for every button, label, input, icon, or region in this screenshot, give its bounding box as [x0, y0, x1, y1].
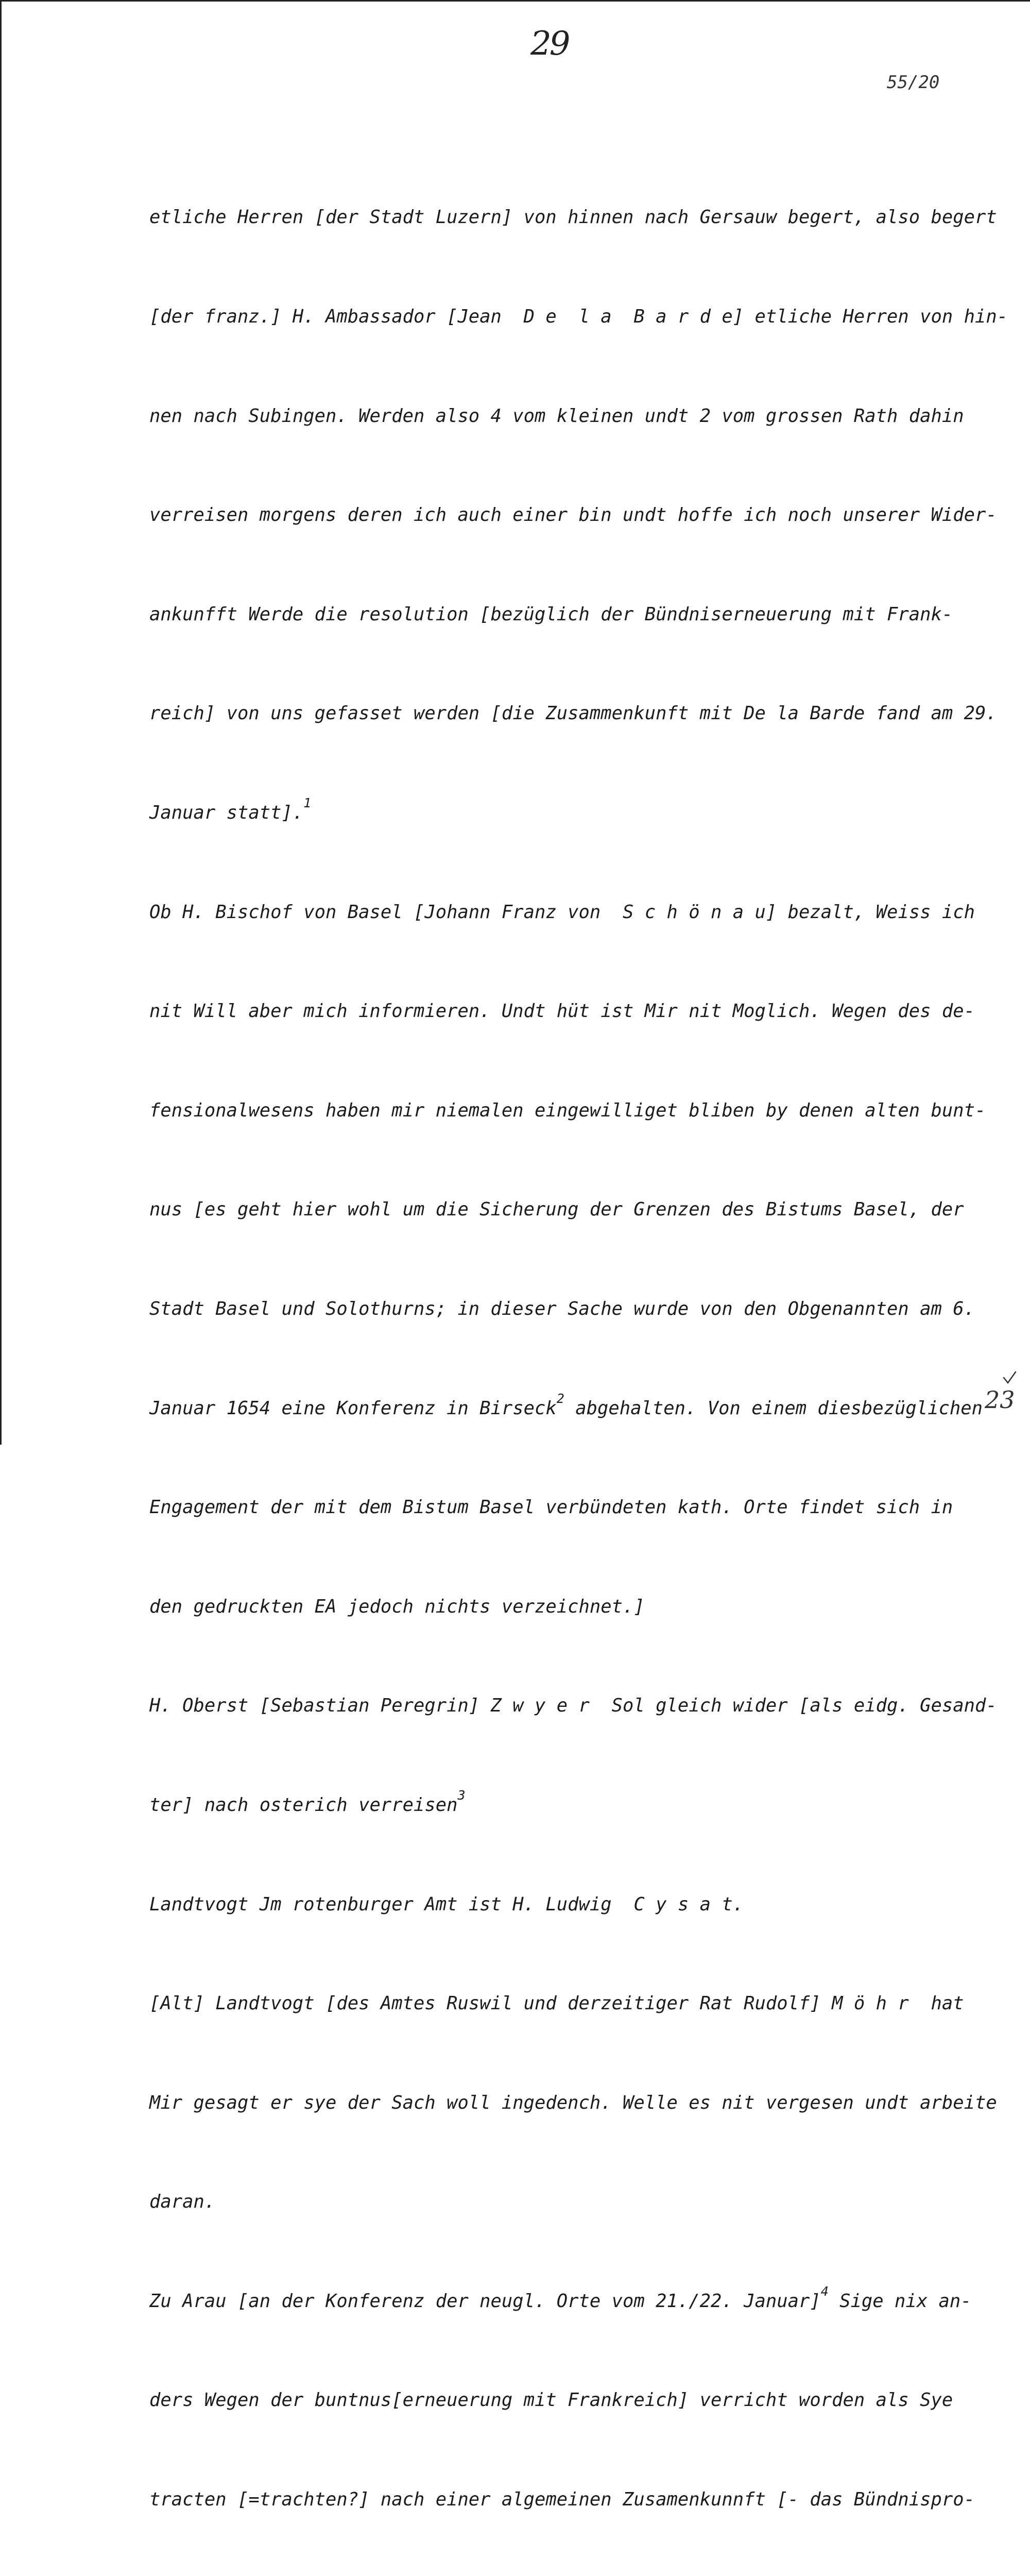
line-text: Januar 1654 eine Konferenz in Birseck [149, 1397, 557, 1419]
text-line: [Alt] Landtvogt [des Amtes Ruswil und derzeitiger Rat Rudolf] M ö h r hat [149, 1993, 964, 2014]
line-text: abgehalten. Von einem diesbezüglichen [564, 1397, 983, 1419]
text-line [149, 1391, 983, 1425]
check-mark-icon [1002, 1370, 1017, 1386]
text-line: nen nach Subingen. Werden also 4 vom kleinen undt 2 vom grossen Rath dahin [149, 405, 964, 427]
line-text: Sige nix an- [828, 2290, 972, 2312]
page-reference: 55/20 [887, 72, 940, 93]
handwritten-page-number: 29 [530, 25, 569, 63]
text-line: daran. [149, 2191, 216, 2213]
text-line: H. Oberst [Sebastian Peregrin] Z w y e r Sol gleich wider [als eidg. Gesand- [149, 1695, 997, 1717]
footnote-ref: 4 [820, 2283, 829, 2299]
text-line: [der franz.] H. Ambassador [Jean D e l a B a r d e] etliche Herren von hin- [149, 306, 1008, 327]
handwritten-mark: 23 [985, 1386, 1015, 1414]
text-line: Ob H. Bischof von Basel [Johann Franz von S c h ö n a u] bezalt, Weiss ich [149, 901, 975, 923]
text-line [149, 1789, 958, 1822]
text-line: den gedruckten EA jedoch nichts verzeichnet.] [149, 1596, 645, 1617]
text-line: ders Wegen der buntnus[erneuerung mit Frankreich] verricht worden als Sye [149, 2389, 953, 2411]
line-text: ter] nach osterich verreisen [149, 1794, 458, 1816]
text-line: reich] von uns gefasset werden [die Zusammenkunft mit De la Barde fand am 29. [149, 703, 997, 724]
text-line: Stadt Basel und Solothurns; in dieser Sache wurde von den Obgenannten am 6. [149, 1298, 975, 1319]
text-line: Mir gesagt er sye der Sach woll ingedench. Welle es nit vergesen undt arbeite [149, 2092, 997, 2113]
page-edge-top [0, 0, 1030, 2]
text-line: nit Will aber mich informieren. Undt hüt ist Mir nit Moglich. Wegen des de- [149, 1001, 975, 1022]
text-line: nus [es geht hier wohl um die Sicherung der Grenzen des Bistums Basel, der [149, 1199, 964, 1221]
text-line: Engagement der mit dem Bistum Basel verbündeten kath. Orte findet sich in [149, 1497, 953, 1518]
line-text: Zu Arau [an der Konferenz der neugl. Orte vom 21./22. Januar] [149, 2290, 821, 2312]
text-line: ankunfft Werde die resolution [bezüglich der Bündniserneuerung mit Frank- [149, 603, 953, 625]
footnote-ref: 2 [556, 1391, 564, 1406]
text-line: fensionalwesens haben mir niemalen eingewilliget bliben by denen alten bunt- [149, 1099, 986, 1121]
text-line [149, 2283, 972, 2318]
text-line: Landtvogt Jm rotenburger Amt ist H. Ludwig C y s a t. [149, 1893, 744, 1915]
footnote-ref: 1 [303, 795, 312, 810]
text-line: verreisen morgens deren ich auch einer bin undt hoffe ich noch unserer Wider- [149, 504, 997, 526]
line-text: Januar statt]. [149, 802, 304, 823]
text-line: tracten [=trachten?] nach einer algemeinen Zusamenkunnft [- das Bündnispro- [149, 2489, 975, 2511]
footnote-ref: 3 [457, 1787, 466, 1803]
text-line [149, 796, 958, 829]
text-line: etliche Herren [der Stadt Luzern] von hinnen nach Gersauw begert, also begert [149, 207, 997, 228]
page-edge-left [0, 0, 2, 1445]
